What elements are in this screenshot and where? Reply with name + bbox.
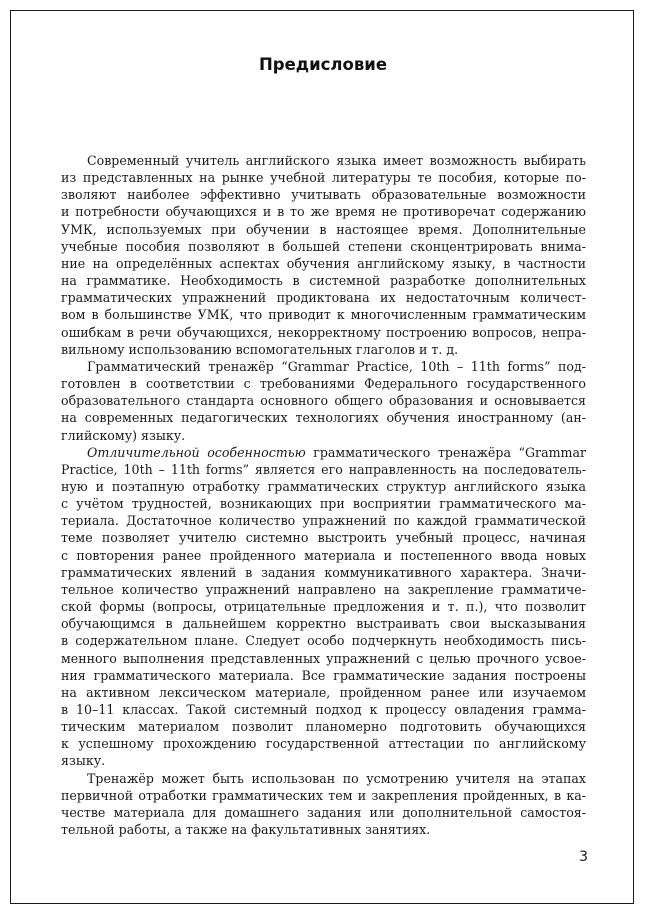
text-line: Practice, 10th – 11th forms” является его направленность на последователь- bbox=[61, 461, 586, 477]
text-line: зволяют наиболее эффективно учитывать образовательные возможности bbox=[61, 187, 586, 203]
text-line: в содержательном плане. Следует особо подчеркнуть необходимость пись- bbox=[61, 633, 586, 649]
page-number: 3 bbox=[579, 849, 588, 865]
text-line: на грамматике. Необходимость в системной разработке дополнительных bbox=[61, 273, 586, 289]
paragraph-2 bbox=[61, 358, 586, 444]
text-line: териала. Достаточное количество упражнений по каждой грамматической bbox=[61, 513, 586, 529]
paragraph-4 bbox=[61, 770, 586, 839]
text-line: на активном лексическом материале, пройденном ранее или изучаемом bbox=[61, 684, 586, 700]
text-line: ния грамматического материала. Все грамматические задания построены bbox=[61, 667, 586, 683]
text-line: тельной работы, а также на факультативных занятиях. bbox=[61, 822, 431, 838]
text-line: первичной отработки грамматических тем и закрепления пройденных, в ка- bbox=[61, 787, 586, 803]
text-line: ошибкам в речи обучающихся, некорректному построению вопросов, непра- bbox=[61, 324, 586, 340]
text-line: готовлен в соответствии с требованиями Федерального государственного bbox=[61, 376, 586, 392]
text-line: Тренажёр может быть использован по усмотрению учителя на этапах bbox=[87, 770, 586, 786]
text-line: с повторения ранее пройденного материала и постепенного ввода новых bbox=[61, 547, 586, 563]
text-line: учебные пособия позволяют в большей степени сконцентрировать внима- bbox=[61, 238, 586, 254]
text-line: с учётом трудностей, возникающих при восприятии грамматического ма- bbox=[61, 496, 586, 512]
text-line: вом в большинстве УМК, что приводит к многочисленным грамматическим bbox=[61, 307, 586, 323]
text-line: к успешному прохождению государственной аттестации по английскому bbox=[61, 736, 586, 752]
page-title: Предисловие bbox=[258, 55, 388, 74]
text-line: обучающимся в дальнейшем корректно выстраивать свои высказывания bbox=[61, 616, 586, 632]
text-line: из представленных на рынке учебной литературы те пособия, которые по- bbox=[61, 170, 586, 186]
text-line bbox=[61, 444, 586, 461]
text-line: грамматических упражнений продиктована их недостаточным количест- bbox=[61, 290, 586, 306]
text-line: вильному использованию вспомогательных глаголов и т. д. bbox=[61, 341, 459, 357]
text-line: в 10–11 классах. Такой системный подход к процессу овладения грамма- bbox=[61, 702, 586, 717]
text-line: на современных педагогических технологиях обучения иностранному (ан- bbox=[61, 410, 586, 426]
text-line: глийскому) языку. bbox=[61, 427, 186, 443]
paragraph-1 bbox=[61, 152, 586, 358]
italic-lead: Отличительной особенностью bbox=[87, 444, 306, 460]
text-line: ную и поэтапную отработку грамматических структур английского языка bbox=[61, 478, 586, 494]
first-line-rest: грамматического тренажёра “Grammar bbox=[305, 444, 586, 460]
text-line: УМК, используемых при обучении в настоящее время. Дополнительные bbox=[61, 221, 586, 237]
text-line: и потребности обучающихся и в то же время не противоречат содержанию bbox=[61, 204, 586, 220]
text-line: честве материала для домашнего задания или дополнительной самостоя- bbox=[61, 804, 586, 820]
text-line: образовательного стандарта основного общего образования и основывается bbox=[61, 393, 586, 409]
text-line: языку. bbox=[61, 753, 106, 769]
text-line: тическим материалом позволит планомерно подготовить обучающихся bbox=[61, 719, 586, 735]
text-line: ние на определённых аспектах обучения английскому языку, в частности bbox=[61, 255, 586, 271]
text-line: грамматических явлений в задания коммуникативного характера. Значи- bbox=[61, 564, 586, 580]
text-line: тельное количество упражнений направлено на закрепление грамматиче- bbox=[61, 581, 586, 597]
text-line: Современный учитель английского языка имеет возможность выбирать bbox=[87, 153, 586, 168]
text-line: менного выполнения представленных упражнений с целью прочного усвое- bbox=[61, 650, 586, 666]
preface-body bbox=[61, 152, 586, 838]
text-line: ской формы (вопросы, отрицательные предложения и т. п.), что позволит bbox=[61, 599, 586, 615]
text-line: Грамматический тренажёр “Grammar Practice, 10th – 11th forms” под- bbox=[87, 358, 586, 374]
text-line: теме позволяет учителю системно выстроить учебный процесс, начиная bbox=[61, 530, 586, 546]
paragraph-3 bbox=[61, 444, 586, 770]
